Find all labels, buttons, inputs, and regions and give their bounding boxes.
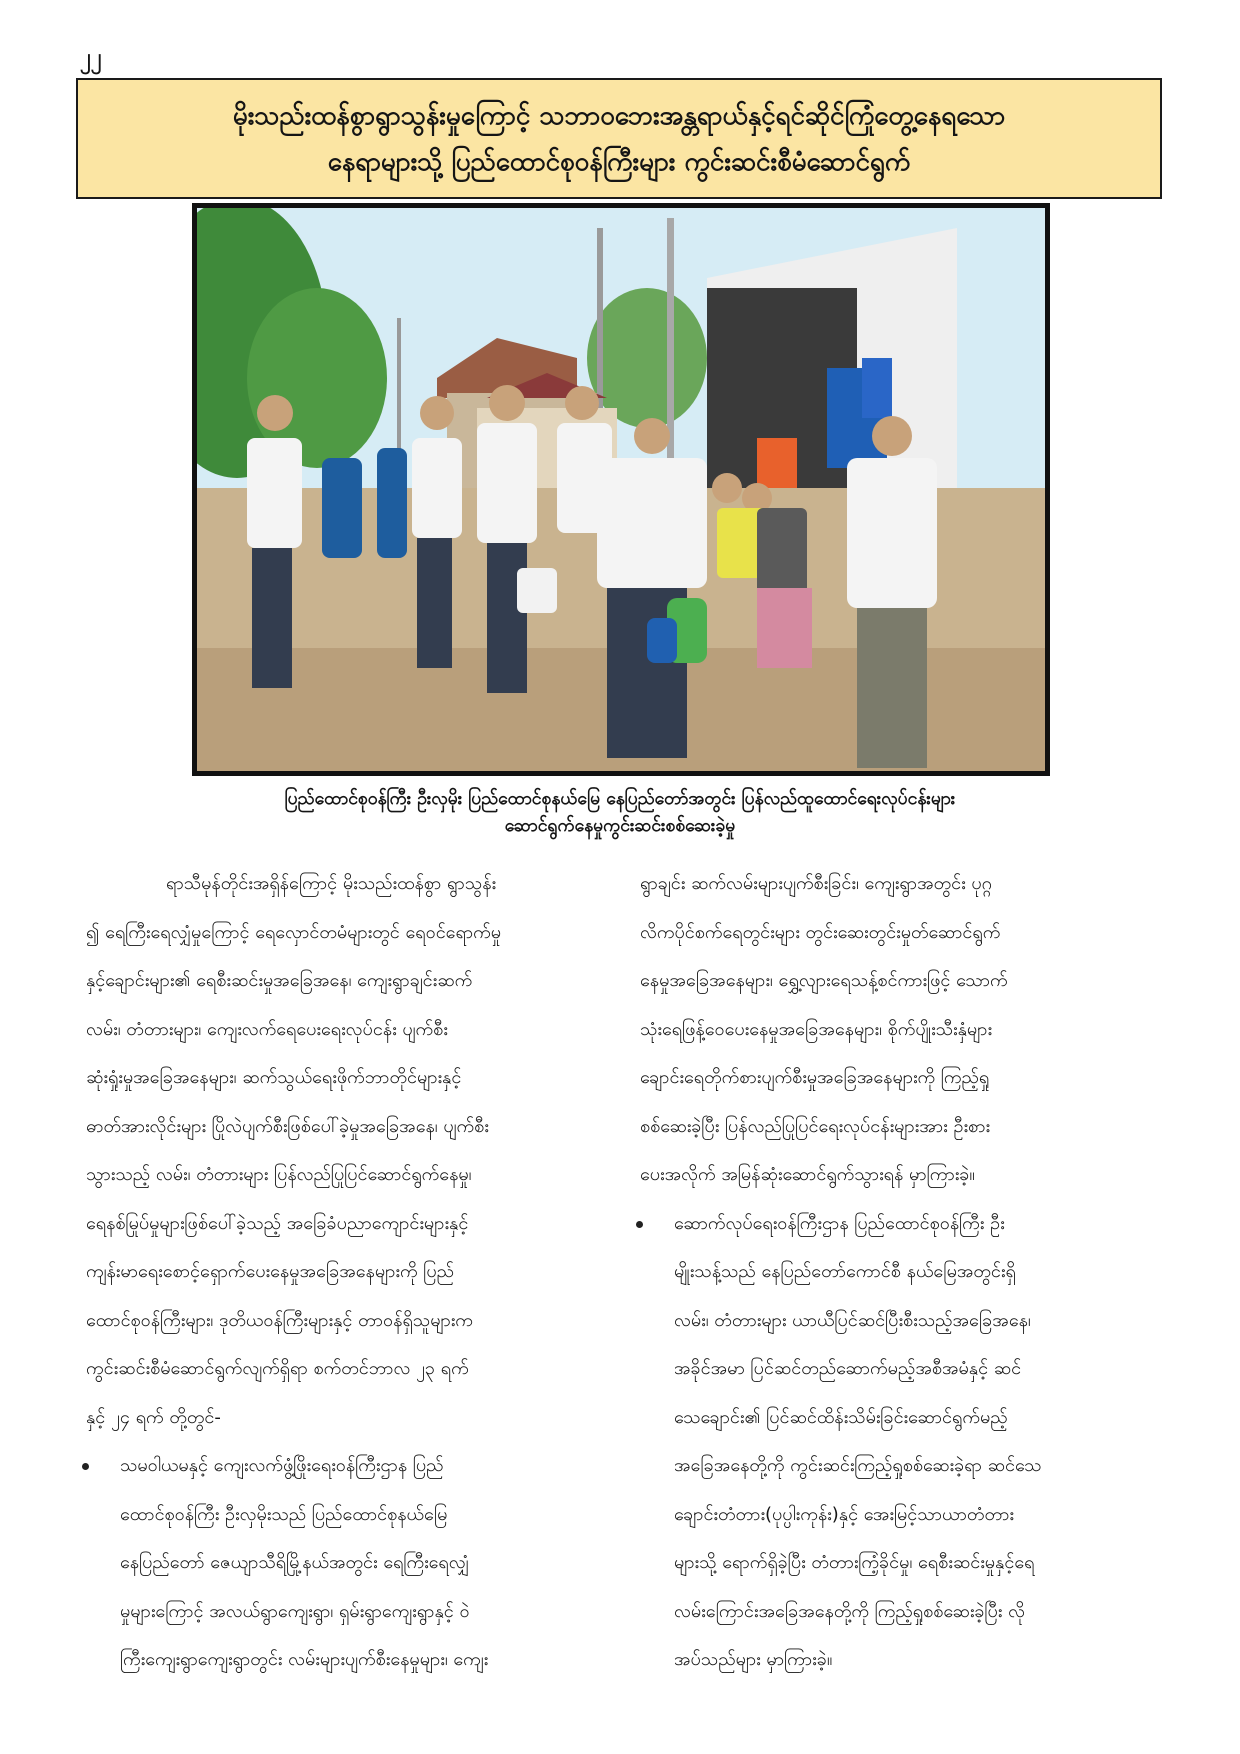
text-line: နှင့်ချောင်းများ၏ ရေစီးဆင်းမှုအခြေအနေ၊ ကျေးရွာချင်းဆက် [86,970,473,991]
text-line: လမ်း၊ တံတားများ၊ ကျေးလက်ရေပေးရေးလုပ်ငန်း ပျက်စီး [86,1018,448,1040]
left-paragraph [86,860,606,1442]
text-line: ဆုံးရှုံးမှုအခြေအနေများ၊ ဆက်သွယ်ရေးဖိုက်ဘာတိုင်များနှင့် [86,1067,462,1088]
bullet-text-line: ကြီးကျေးရွာကျေးရွာတွင်း လမ်းများပျက်စီးနေမှုများ၊ ကျေး [120,1649,489,1670]
bullet-text-line: အခိုင်အမာ ပြင်ဆင်တည်ဆောက်မည့်အစီအမံနှင့် ဆင် [674,1358,1022,1379]
bullet-text-line: မျိုးသန့်သည် နေပြည်တော်ကောင်စီ နယ်မြေအတွင်းရှိ [674,1261,1016,1282]
text-line: သွားသည့် လမ်း၊ တံတားများ ပြန်လည်ပြုပြင်ဆောင်ရွက်နေမှု၊ [86,1164,472,1185]
bullet-text-line: ဆောက်လုပ်ရေးဝန်ကြီးဌာန ပြည်ထောင်စုဝန်ကြီး ဦး [674,1212,1005,1234]
text-line: ထောင်စုဝန်ကြီးများ၊ ဒုတိယဝန်ကြီးများနှင့် တာဝန်ရှိသူများက [86,1309,473,1331]
photo-caption [120,786,1120,840]
text-line: နေမှုအခြေအနေများ၊ ရွှေ့လျားရေသန့်စင်ကားဖြင့် သောက် [640,970,1008,991]
headline-box [76,78,1162,199]
bullet-text-line: အခြေအနေတို့ကို ကွင်းဆင်းကြည့်ရှုစစ်ဆေးခဲ့ရာ ဆင်သေ [674,1455,1042,1476]
bullet-text-line: လမ်း၊ တံတားများ ယာယီပြင်ဆင်ပြီးစီးသည့်အခြေအနေ၊ [674,1309,1031,1331]
bullet-text-line: အပ်သည်များ မှာကြားခဲ့။ [674,1649,833,1670]
right-bullet [640,1200,1160,1685]
bullet-text-line: ချောင်းတံတား(ပုပ္ပါးကုန်း)နှင့် အေးမြင့်သာယာတံတား [674,1503,1014,1525]
text-line: သုံးရေဖြန့်ဝေပေးနေမှုအခြေအနေများ၊ စိုက်ပျိုးသီးနှံများ [640,1018,993,1040]
left-column [86,860,606,1685]
bullet-text-line: နေပြည်တော် ဇေယျာသီရိမြို့နယ်အတွင်း ရေကြီးရေလျှံ [120,1552,470,1573]
headline-line-2: နေရာများသို့ ပြည်ထောင်စုဝန်ကြီးများ ကွင်းဆင်းစီမံဆောင်ရွက် [327,146,911,177]
bullet-text-line: ထောင်စုဝန်ကြီး ဦးလှမိုးသည် ပြည်ထောင်စုနယ်မြေ [120,1503,448,1525]
page-number: ၂၂ [80,45,102,70]
text-line: ကျန်းမာရေးစောင့်ရှောက်ပေးနေမှုအခြေအနေများကို ပြည် [86,1261,454,1282]
bullet-text-line: မှုများကြောင့် အလယ်ရွာကျေးရွာ၊ ရှမ်းရွာကျေးရွာနှင့် ဝဲ [120,1600,470,1622]
caption-line-2: ဆောင်ရွက်နေမှုကွင်းဆင်းစစ်ဆေးခဲ့မှု [504,816,736,836]
bullet-text-line: များသို့ ရောက်ရှိခဲ့ပြီး တံတားကြံ့ခိုင်မှု၊ ရေစီးဆင်းမှုနှင့်ရေ [674,1552,1035,1573]
news-photo [192,203,1050,776]
text-line: ၍ ရေကြီးရေလျှံမှုကြောင့် ရေလှောင်တမံများတွင် ရေဝင်ရောက်မှု [86,921,502,943]
text-line: ရွာချင်း ဆက်လမ်းများပျက်စီးခြင်း၊ ကျေးရွာအတွင်း ပုဂ္ဂ [640,873,992,894]
right-continuation [640,860,1160,1200]
bullet-text-line: သမဝါယမနှင့် ကျေးလက်ဖွံ့ဖြိုးရေးဝန်ကြီးဌာန ပြည် [120,1455,444,1476]
text-line: ရာသီမုန်တိုင်းအရှိန်ကြောင့် မိုးသည်းထန်စွာ ရွာသွန်း [166,873,497,894]
text-line: ရေနစ်မြုပ်မှုများဖြစ်ပေါ်ခဲ့သည့် အခြေခံပညာကျောင်းများနှင့် [86,1212,469,1234]
text-line: စစ်ဆေးခဲ့ပြီး ပြန်လည်ပြုပြင်ရေးလုပ်ငန်းများအား ဦးစား [640,1115,991,1137]
text-line: ပေးအလိုက် အမြန်ဆုံးဆောင်ရွက်သွားရန် မှာကြားခဲ့။ [640,1164,975,1185]
text-line: နှင့် ၂၄ ရက် တို့တွင်- [86,1406,221,1428]
text-line: ချောင်းရေတိုက်စားပျက်စီးမှုအခြေအနေများကို ကြည့်ရှု [640,1067,990,1088]
photo-image [197,208,1045,771]
caption-line-1: ပြည်ထောင်စုဝန်ကြီး ဦးလှမိုး ပြည်ထောင်စုနယ်မြေ နေပြည်တော်အတွင်း ပြန်လည်ထူထောင်ရေးလုပ်ငန်းများ [284,789,956,809]
headline-line-1: မိုးသည်းထန်စွာရွာသွန်းမှုကြောင့် သဘာဝဘေးအန္တရာယ်နှင့်ရင်ဆိုင်ကြုံတွေ့နေရသော [232,100,1006,131]
bullet-icon [636,1221,643,1228]
left-bullet [86,1442,606,1685]
text-line: ကွင်းဆင်းစီမံဆောင်ရွက်လျက်ရှိရာ စက်တင်ဘာလ ၂၃ ရက် [86,1358,469,1379]
text-line: လိကပိုင်စက်ရေတွင်းများ တွင်းဆေးတွင်းမှုတ်ဆောင်ရွက် [640,921,1001,943]
bullet-icon [82,1463,89,1470]
text-line: ဓာတ်အားလိုင်းများ ပြိုလဲပျက်စီးဖြစ်ပေါ်ခဲ့မှုအခြေအနေ၊ ပျက်စီး [86,1115,489,1137]
right-column [640,860,1160,1685]
bullet-text-line: လမ်းကြောင်းအခြေအနေတို့ကို ကြည့်ရှုစစ်ဆေးခဲ့ပြီး လို [674,1600,1025,1622]
bullet-text-line: သေချောင်း၏ ပြင်ဆင်ထိန်းသိမ်းခြင်းဆောင်ရွက်မည့် [674,1406,1008,1428]
